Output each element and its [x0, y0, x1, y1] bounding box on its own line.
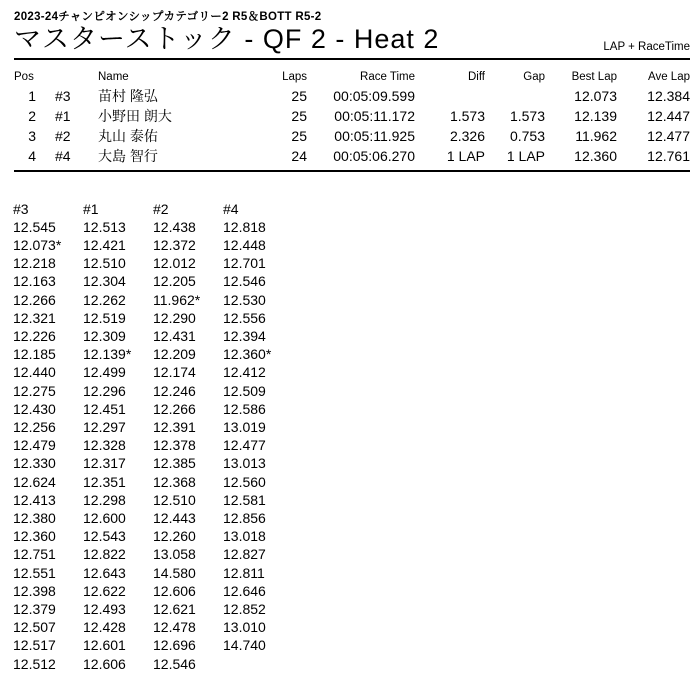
lap-time-cell: 12.440: [13, 364, 56, 381]
lap-time-cell: 12.852: [223, 600, 266, 617]
lap-time-cell: 13.018: [223, 528, 266, 545]
lap-time-cell: 13.010: [223, 619, 266, 636]
lap-time-cell: 12.328: [83, 437, 126, 454]
lap-time-cell: 12.438: [153, 218, 196, 235]
results-cell-gap: 1 LAP: [506, 147, 545, 164]
results-cell-gap: [485, 86, 545, 106]
lap-row: [13, 527, 690, 545]
lap-time-cell: 12.856: [223, 509, 266, 526]
lap-time-cell: 12.012: [153, 255, 196, 272]
lap-time-cell: 12.431: [153, 327, 196, 344]
lap-row: [13, 418, 690, 436]
results-cell-ave_lap: 12.384: [647, 87, 690, 104]
results-row: [14, 146, 690, 166]
results-bottom-rule: [14, 170, 690, 172]
lap-time-cell: 12.513: [83, 218, 126, 235]
timing-mode-label: LAP + RaceTime: [603, 40, 690, 53]
lap-time-cell: 12.256: [13, 418, 56, 435]
lap-time-cell: 12.519: [83, 309, 126, 326]
lap-row: [13, 473, 690, 491]
lap-time-cell: 12.606: [153, 582, 196, 599]
results-cell-laps: 25: [291, 107, 307, 124]
lap-time-cell: 12.330: [13, 455, 56, 472]
lap-time-cell: 12.321: [13, 309, 56, 326]
lap-time-cell: 12.811: [223, 564, 265, 581]
results-cell-pos: 1: [28, 87, 36, 104]
lap-time-cell: 12.509: [223, 382, 266, 399]
results-table-header: [14, 71, 690, 86]
lap-time-cell: 12.275: [13, 382, 56, 399]
results-cell-name: 丸山 泰佑: [98, 127, 158, 144]
lap-time-cell: 12.296: [83, 382, 126, 399]
lap-row: [13, 327, 690, 345]
results-cell-car: #3: [55, 87, 71, 104]
lap-time-cell: 12.209: [153, 346, 196, 363]
results-cell-race_time: 00:05:06.270: [333, 147, 415, 164]
lap-time-cell: 14.580: [153, 564, 196, 581]
race-title: マスターストック - QF 2 - Heat 2: [14, 24, 440, 54]
lap-row: [13, 291, 690, 309]
lap-row: [13, 382, 690, 400]
lap-time-cell: 12.545: [13, 218, 56, 235]
lap-row: [13, 363, 690, 381]
lap-time-cell: 12.512: [13, 655, 56, 672]
lap-time-cell: 12.606: [83, 655, 126, 672]
lap-time-cell: 12.379: [13, 600, 56, 617]
results-header-gap: Gap: [523, 70, 545, 83]
lap-time-cell: 12.543: [83, 528, 126, 545]
lap-time-cell: 12.262: [83, 291, 126, 308]
lap-time-cell: 12.818: [223, 218, 266, 235]
lap-time-cell: 12.477: [223, 437, 266, 454]
results-header-row: [14, 71, 690, 86]
lap-row: [13, 600, 690, 618]
lap-time-cell: 13.058: [153, 546, 196, 563]
results-cell-ave_lap: 12.447: [647, 107, 690, 124]
results-row: [14, 86, 690, 106]
lap-time-cell: 12.421: [83, 236, 126, 253]
results-cell-pos: 3: [28, 127, 36, 144]
lap-time-cell: 12.530: [223, 291, 266, 308]
results-cell-best_lap: 12.139: [574, 107, 617, 124]
lap-time-cell: 12.304: [83, 273, 126, 290]
results-cell-race_time: 00:05:11.925: [334, 127, 415, 144]
results-cell-laps: 24: [291, 147, 307, 164]
lap-row: [13, 345, 690, 363]
lap-time-cell: 12.479: [13, 437, 56, 454]
lap-time-cell: 12.413: [13, 491, 56, 508]
results-row: [14, 126, 690, 146]
lap-column-header: #2: [153, 200, 169, 217]
lap-column-header: #4: [223, 200, 239, 217]
results-cell-car: #4: [55, 147, 71, 164]
lap-time-cell: 12.822: [83, 546, 126, 563]
lap-time-cell: [223, 655, 293, 673]
lap-time-cell: 12.398: [13, 582, 56, 599]
lap-time-cell: 13.019: [223, 418, 266, 435]
results-header-car: [36, 71, 86, 86]
lap-time-cell: 12.174: [153, 364, 196, 381]
lap-time-cell: 12.556: [223, 309, 266, 326]
lap-row: [13, 655, 690, 673]
lap-time-cell: 12.430: [13, 400, 56, 417]
results-cell-pos: 2: [28, 107, 36, 124]
results-cell-pos: 4: [28, 147, 36, 164]
lap-time-cell: 12.163: [13, 273, 56, 290]
results-cell-name: 苗村 隆弘: [98, 87, 158, 104]
lap-time-cell: 12.701: [223, 255, 266, 272]
results-table-body: [14, 86, 690, 166]
results-cell-diff: [415, 86, 485, 106]
lap-time-cell: 12.696: [153, 637, 196, 654]
lap-time-cell: 12.351: [83, 473, 126, 490]
results-cell-car: #1: [55, 107, 71, 124]
event-line: 2023-24チャンピオンシップカテゴリー2 R5＆BOTT R5-2: [14, 11, 322, 23]
lap-column-header: #3: [13, 200, 29, 217]
lap-row: [13, 218, 690, 236]
lap-time-cell: 12.360*: [223, 346, 272, 363]
lap-time-cell: 12.185: [13, 346, 56, 363]
lap-time-cell: 12.586: [223, 400, 266, 417]
results-cell-ave_lap: 12.761: [647, 147, 690, 164]
lap-row: [13, 254, 690, 272]
lap-time-cell: 12.385: [153, 455, 196, 472]
lap-time-cell: 12.428: [83, 619, 126, 636]
lap-time-cell: 12.226: [13, 327, 56, 344]
lap-time-cell: 12.621: [153, 600, 196, 617]
results-cell-best_lap: 11.962: [575, 127, 617, 144]
results-cell-best_lap: 12.073: [574, 87, 617, 104]
results-cell-race_time: 00:05:11.172: [334, 107, 415, 124]
lap-time-cell: 12.643: [83, 564, 126, 581]
lap-time-cell: 12.827: [223, 546, 266, 563]
results-cell-diff: 1.573: [449, 107, 485, 124]
results-cell-name: 小野田 朗大: [98, 107, 172, 124]
lap-time-cell: 12.412: [223, 364, 266, 381]
lap-time-cell: 12.266: [13, 291, 56, 308]
results-cell-diff: 1 LAP: [446, 147, 485, 164]
lap-time-cell: 12.139*: [83, 346, 132, 363]
results-header-pos: Pos: [14, 70, 34, 83]
results-header-laps: Laps: [282, 70, 307, 83]
lap-time-cell: 12.499: [83, 364, 126, 381]
lap-row: [13, 636, 690, 654]
results-cell-gap: 1.573: [509, 107, 545, 124]
lap-time-cell: 12.297: [83, 418, 126, 435]
lap-row: [13, 436, 690, 454]
lap-time-cell: 12.368: [153, 473, 196, 490]
lap-time-cell: 12.380: [13, 509, 56, 526]
lap-times-section: [13, 201, 690, 673]
lap-times-header-row: [13, 201, 690, 218]
results-header-name: Name: [98, 70, 129, 83]
lap-row: [13, 509, 690, 527]
results-header-best_lap: Best Lap: [571, 70, 617, 83]
lap-time-cell: 12.317: [83, 455, 126, 472]
lap-time-cell: 12.372: [153, 236, 196, 253]
lap-time-cell: 13.013: [223, 455, 266, 472]
lap-time-cell: 14.740: [223, 637, 266, 654]
results-row: [14, 106, 690, 126]
lap-time-cell: 12.378: [153, 437, 196, 454]
results-cell-race_time: 00:05:09.599: [333, 87, 415, 104]
lap-time-cell: 12.507: [13, 619, 56, 636]
results-header-ave_lap: Ave Lap: [648, 70, 690, 83]
lap-row: [13, 564, 690, 582]
lap-time-cell: 12.394: [223, 327, 266, 344]
lap-time-cell: 12.510: [83, 255, 126, 272]
results-cell-diff: 2.326: [449, 127, 485, 144]
lap-time-cell: 11.962*: [153, 291, 201, 308]
results-cell-best_lap: 12.360: [574, 147, 617, 164]
lap-time-cell: 12.309: [83, 327, 126, 344]
lap-time-cell: 12.601: [83, 637, 126, 654]
lap-time-cell: 12.646: [223, 582, 266, 599]
lap-row: [13, 491, 690, 509]
results-cell-name: 大島 智行: [98, 147, 158, 164]
lap-time-cell: 12.246: [153, 382, 196, 399]
results-cell-car: #2: [55, 127, 71, 144]
results-table: [14, 71, 690, 166]
lap-row: [13, 400, 690, 418]
lap-time-cell: 12.551: [13, 564, 56, 581]
results-cell-gap: 0.753: [509, 127, 545, 144]
lap-time-cell: 12.622: [83, 582, 126, 599]
lap-time-cell: 12.600: [83, 509, 126, 526]
lap-row: [13, 545, 690, 563]
lap-row: [13, 236, 690, 254]
lap-time-cell: 12.560: [223, 473, 266, 490]
lap-time-cell: 12.443: [153, 509, 196, 526]
lap-row: [13, 309, 690, 327]
lap-time-cell: 12.478: [153, 619, 196, 636]
lap-time-cell: 12.581: [223, 491, 266, 508]
lap-row: [13, 582, 690, 600]
lap-time-cell: 12.073*: [13, 236, 62, 253]
lap-time-cell: 12.546: [223, 273, 266, 290]
lap-time-cell: 12.260: [153, 528, 196, 545]
results-header-race_time: Race Time: [360, 70, 415, 83]
lap-time-cell: 12.290: [153, 309, 196, 326]
lap-row: [13, 454, 690, 472]
title-row: [14, 25, 690, 60]
results-cell-ave_lap: 12.477: [647, 127, 690, 144]
lap-time-cell: 12.298: [83, 491, 126, 508]
lap-row: [13, 618, 690, 636]
lap-time-cell: 12.546: [153, 655, 196, 672]
lap-time-cell: 12.493: [83, 600, 126, 617]
lap-time-cell: 12.451: [83, 400, 126, 417]
lap-time-cell: 12.205: [153, 273, 196, 290]
lap-time-cell: 12.266: [153, 400, 196, 417]
lap-time-cell: 12.624: [13, 473, 56, 490]
lap-time-cell: 12.517: [13, 637, 56, 654]
lap-row: [13, 272, 690, 290]
lap-time-cell: 12.751: [13, 546, 56, 563]
lap-column-header: #1: [83, 200, 99, 217]
results-header-diff: Diff: [467, 70, 485, 83]
lap-times-body: [13, 218, 690, 673]
results-cell-laps: 25: [291, 87, 307, 104]
lap-time-cell: 12.510: [153, 491, 196, 508]
lap-time-cell: 12.218: [13, 255, 56, 272]
lap-time-cell: 12.448: [223, 236, 266, 253]
lap-time-cell: 12.360: [13, 528, 56, 545]
lap-time-cell: 12.391: [153, 418, 196, 435]
results-cell-laps: 25: [291, 127, 307, 144]
